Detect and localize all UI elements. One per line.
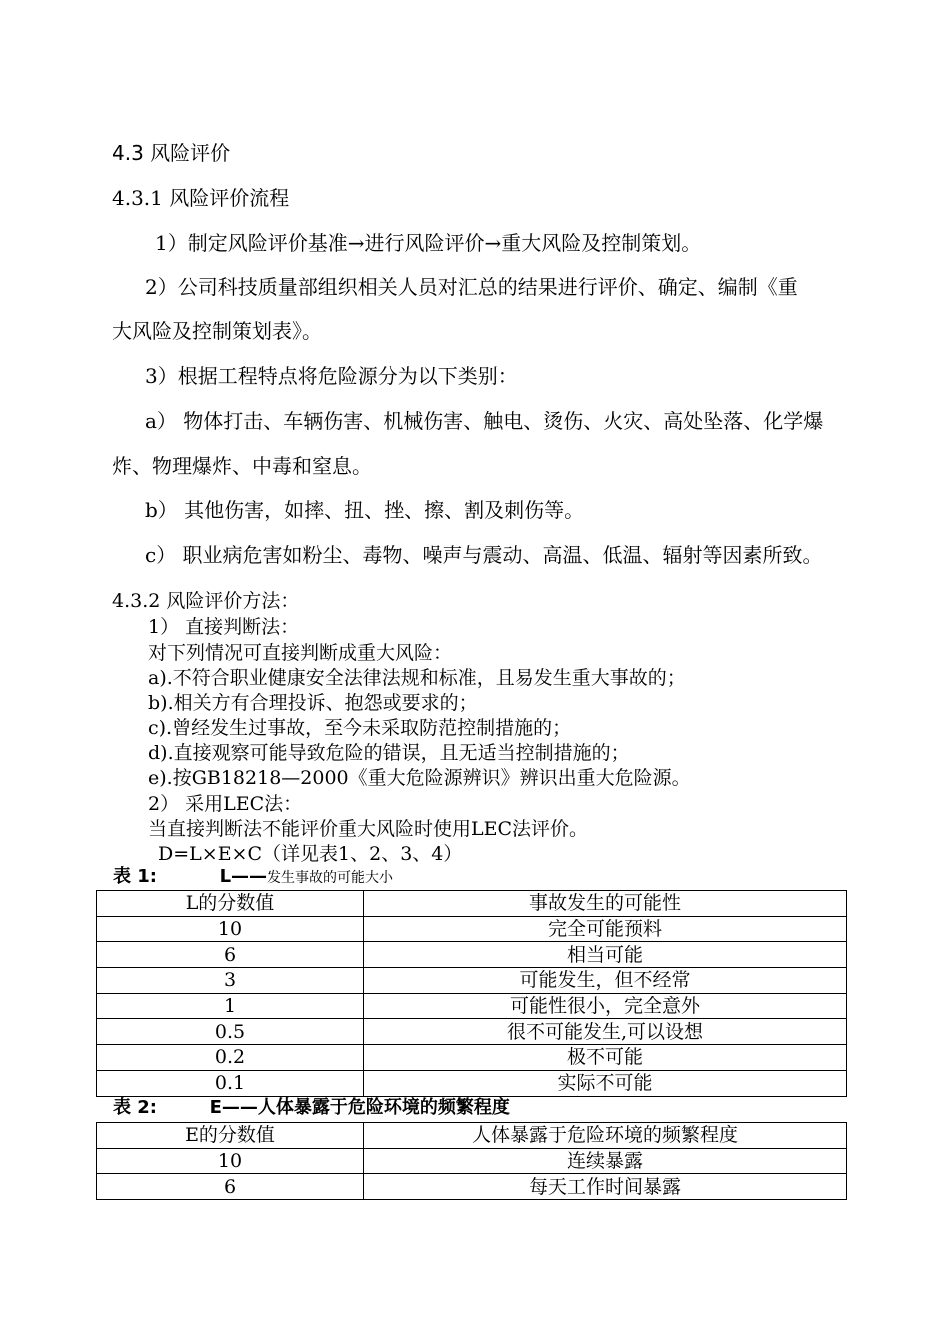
paragraph-category-c: c） 职业病危害如粉尘、毒物、噪声与震动、高温、低温、辐射等因素所致。 — [145, 543, 823, 567]
subsection-heading-flow: 4.3.1 风险评价流程 — [112, 186, 290, 210]
paragraph-step-2-line1: 2）公司科技质量部组织相关人员对汇总的结果进行评价、确定、编制《重 — [145, 275, 798, 299]
section-heading: 4.3 风险评价 — [112, 141, 231, 165]
method-1-item-d: d).直接观察可能导致危险的错误，且无适当控制措施的； — [148, 742, 630, 764]
table-row — [97, 1070, 847, 1096]
table-header-cell: E的分数值 — [97, 1123, 364, 1149]
method-1-title: 1） 直接判断法： — [148, 616, 300, 638]
table-row — [97, 993, 847, 1019]
table-cell-score: 0.1 — [97, 1070, 364, 1096]
method-1-item-a: a).不符合职业健康安全法律法规和标准，且易发生重大事故的； — [148, 667, 686, 689]
table-header-cell: 事故发生的可能性 — [364, 891, 847, 917]
table2-title: E——人体暴露于危险环境的频繁程度 — [209, 1097, 510, 1118]
method-2-title: 2） 采用LEC法： — [148, 793, 303, 815]
method-1-item-e: e).按GB18218—2000《重大危险源辨识》辨识出重大危险源。 — [148, 767, 691, 789]
table2 — [96, 1122, 847, 1200]
table-cell-score: 10 — [97, 1148, 364, 1174]
table-header-cell: L的分数值 — [97, 891, 364, 917]
paragraph-category-a-line2: 炸、物理爆炸、中毒和窒息。 — [112, 454, 372, 478]
table-cell-score: 1 — [97, 993, 364, 1019]
table2-caption — [113, 1097, 510, 1119]
table-row — [97, 1045, 847, 1071]
table-cell-score: 6 — [97, 1174, 364, 1200]
subsection-heading-method: 4.3.2 风险评价方法： — [112, 590, 300, 612]
table-cell-desc: 每天工作时间暴露 — [364, 1174, 847, 1200]
table-cell-score: 3 — [97, 968, 364, 994]
table-row — [97, 1174, 847, 1200]
table-header-row — [97, 891, 847, 917]
paragraph-step-1: 1）制定风险评价基准→进行风险评价→重大风险及控制策划。 — [155, 231, 702, 255]
table-cell-desc: 实际不可能 — [364, 1070, 847, 1096]
paragraph-step-3: 3）根据工程特点将危险源分为以下类别： — [145, 364, 518, 388]
table-cell-desc: 完全可能预料 — [364, 916, 847, 942]
table-cell-score: 6 — [97, 942, 364, 968]
method-2-intro: 当直接判断法不能评价重大风险时使用LEC法评价。 — [148, 818, 589, 840]
table1-caption — [113, 866, 393, 889]
formula: D=L×E×C（详见表1、2、3、4） — [158, 843, 463, 865]
table-cell-desc: 很不可能发生,可以设想 — [364, 1019, 847, 1045]
paragraph-step-2-line2: 大风险及控制策划表》。 — [112, 319, 322, 343]
paragraph-category-a-line1: a） 物体打击、车辆伤害、机械伤害、触电、烫伤、火灾、高处坠落、化学爆 — [145, 409, 824, 433]
method-1-item-b: b).相关方有合理投诉、抱怨或要求的； — [148, 692, 478, 714]
paragraph-category-b: b） 其他伤害，如摔、扭、挫、擦、割及刺伤等。 — [145, 498, 585, 522]
table-cell-score: 0.2 — [97, 1045, 364, 1071]
table-row — [97, 1148, 847, 1174]
table-header-row — [97, 1123, 847, 1149]
method-1-item-c: c).曾经发生过事故，至今未采取防范控制措施的； — [148, 717, 572, 739]
table-row — [97, 968, 847, 994]
table-row — [97, 942, 847, 968]
table-header-cell: 人体暴露于危险环境的频繁程度 — [364, 1123, 847, 1149]
method-1-intro: 对下列情况可直接判断成重大风险： — [148, 642, 453, 664]
table-cell-score: 10 — [97, 916, 364, 942]
table-cell-desc: 可能发生，但不经常 — [364, 968, 847, 994]
table1 — [96, 890, 847, 1097]
table-row — [97, 916, 847, 942]
table-cell-desc: 连续暴露 — [364, 1148, 847, 1174]
table-row — [97, 1019, 847, 1045]
table2-label: 表 2: — [113, 1097, 157, 1118]
table1-label: 表 1: — [113, 866, 157, 887]
table-cell-desc: 极不可能 — [364, 1045, 847, 1071]
table-cell-score: 0.5 — [97, 1019, 364, 1045]
table-cell-desc: 相当可能 — [364, 942, 847, 968]
table1-title-letter: L—— — [219, 866, 268, 887]
table-cell-desc: 可能性很小，完全意外 — [364, 993, 847, 1019]
table1-title-desc: 发生事故的可能大小 — [267, 870, 394, 886]
